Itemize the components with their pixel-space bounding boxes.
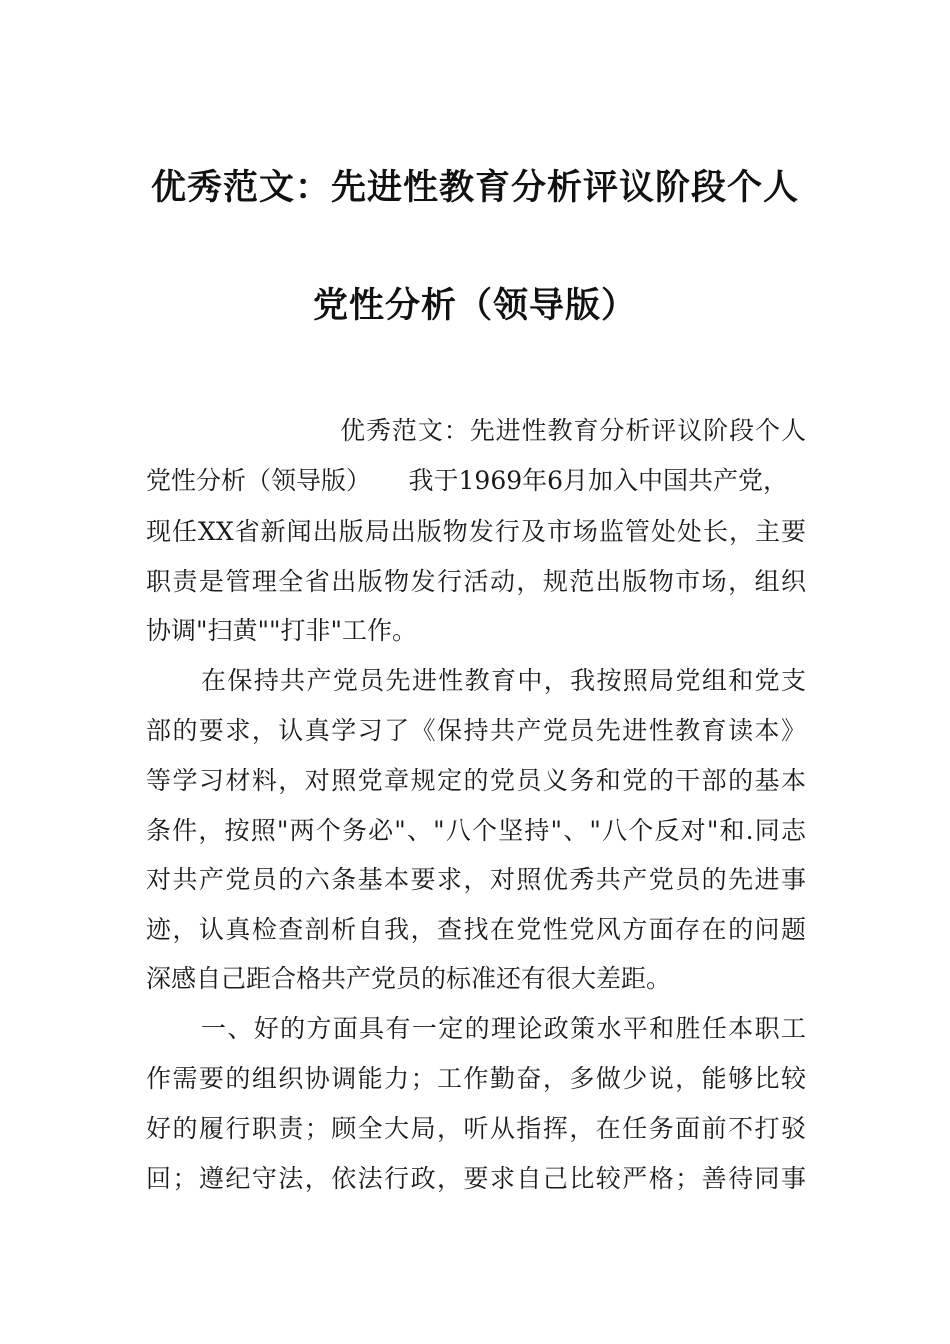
body-line: 现任XX省新闻出版局出版物发行及市场监管处处长，主要 xyxy=(146,517,806,546)
body-line: 作需要的组织协调能力；工作勤奋，多做少说，能够比较 xyxy=(146,1064,806,1093)
document-title-line-2: 党性分析（领导版） xyxy=(312,286,637,326)
body-line: 迹，认真检查剖析自我，查找在党性党风方面存在的问题 xyxy=(146,915,806,944)
body-line: 好的履行职责；顾全大局，听从指挥，在任务面前不打驳 xyxy=(146,1114,806,1143)
body-line: 一、好的方面具有一定的理论政策水平和胜任本职工 xyxy=(201,1014,806,1043)
body-line: 条件，按照"两个务必"、"八个坚持"、"八个反对"和.同志 xyxy=(146,816,806,845)
document-title-line-1: 优秀范文：先进性教育分析评议阶段个人 xyxy=(150,168,799,208)
body-line: 部的要求，认真学习了《保持共产党员先进性教育读本》 xyxy=(146,716,806,745)
body-line: 回；遵纪守法，依法行政，要求自己比较严格；善待同事 xyxy=(146,1164,806,1193)
body-line: 党性分析（领导版） 我于1969年6月加入中国共产党， xyxy=(146,466,789,495)
body-line: 优秀范文：先进性教育分析评议阶段个人 xyxy=(340,416,806,445)
body-line: 协调"扫黄""打非"工作。 xyxy=(146,616,417,645)
body-line: 在保持共产党员先进性教育中，我按照局党组和党支 xyxy=(201,666,806,695)
body-line: 职责是管理全省出版物发行活动，规范出版物市场，组织 xyxy=(146,567,806,596)
body-line: 对共产党员的六条基本要求，对照优秀共产党员的先进事 xyxy=(146,865,806,894)
body-line: 等学习材料，对照党章规定的党员义务和党的干部的基本 xyxy=(146,766,806,795)
body-line: 深感自己距合格共产党员的标准还有很大差距。 xyxy=(146,964,672,993)
